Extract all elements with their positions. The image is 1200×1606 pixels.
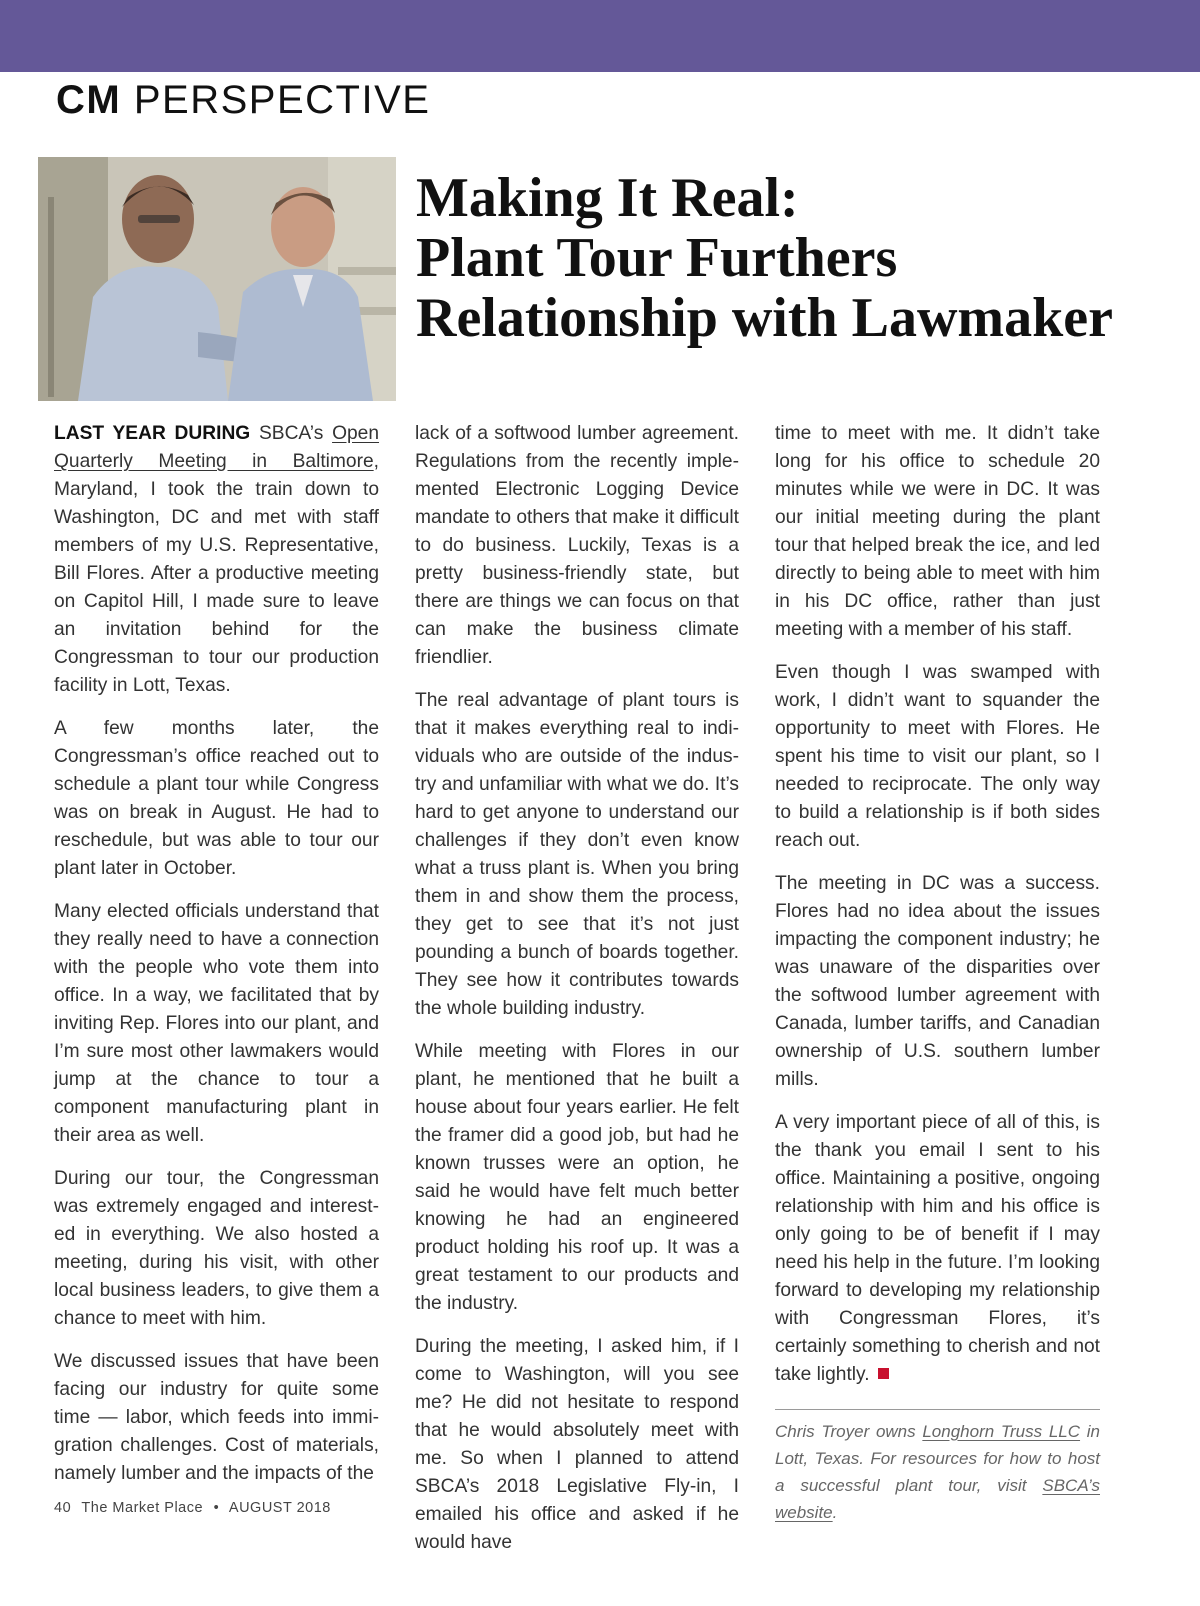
headline-line-3: Relationship with Lawmaker [416, 287, 1113, 349]
article-photo [38, 157, 396, 401]
paragraph [775, 1109, 1100, 1389]
page-footer [54, 1500, 337, 1516]
paragraph: During our tour, the Congressman was extremely engaged and interested in everything. We also hosted a meeting, during his visit, with other local business leaders, to give them a chance to meet with him. [54, 1168, 379, 1329]
photo-two-men-illustration [38, 157, 396, 401]
paragraph: Even though I was swamped with work, I didn’t want to squander the opportunity to meet with Flores. He spent his time to visit our plant, so I needed to reciprocate. The only way to build a relationship is if both sides reach out. [775, 662, 1100, 851]
paragraph: time to meet with me. It didn’t take long for his office to schedule 20 minutes while we were in DC. It was our initial meeting during the plant tour that helped break the ice, and led directly to being able to meet with him in his DC office, rather than just meeting with a member of his staff. [775, 423, 1100, 640]
publication-name: The Market Place [81, 1500, 204, 1516]
article-column-2 [415, 420, 739, 1572]
footer-separator: • [213, 1500, 220, 1516]
paragraph: A few months later, the Congressman’s office reached out to schedule a plant tour while Congress was on break in August. He had to reschedule, but was able to tour our plant later in October. [54, 718, 379, 879]
longhorn-truss-link[interactable]: Longhorn Truss LLC [922, 1422, 1081, 1441]
paragraph [54, 420, 379, 700]
byline-text: in Lott, Texas. For resources for how to host a successful plant tour, visit [775, 1422, 1100, 1495]
page-number: 40 [54, 1500, 72, 1516]
paragraph-text: SBCA’s [250, 423, 333, 444]
paragraph: The meeting in DC was a success. Flores had no idea about the issues impacting the component industry; he was unaware of the disparities over the softwood lumber agreement with Canada, lumber tariffs, and Canadian ownership of U.S. southern lumber mills. [775, 873, 1100, 1090]
paragraph-text: A very important piece of all of this, is the thank you email I sent to his office. Maintaining a positive, ongoing relationship with him and his office is only going to be of benefit if I may need his help in the future. I’m looking forward to developing my relationship with Congressman Flores, it’s certainly something to cherish and not take lightly. [775, 1112, 1100, 1385]
byline-text: Chris Troyer owns [775, 1422, 923, 1441]
open-quarterly-meeting-link[interactable]: Open Quarterly Meeting in Baltimore [54, 423, 380, 472]
article-column-3 [775, 420, 1100, 1526]
paragraph: During the meeting, I asked him, if I come to Washington, will you see me? He did not hesitate to respond that he would absolutely meet with me. So when I planned to attend SBCA’s 2018 Legislative Fly-in, I emailed his office and asked if he would have [415, 1336, 739, 1553]
article-column-1 [54, 420, 379, 1503]
author-byline [775, 1409, 1100, 1526]
headline-line-1: Making It Real: [416, 167, 799, 229]
paragraph: While meeting with Flores in our plant, he mentioned that he built a house about four years earlier. He felt the framer did a good job, but had he known trusses were an option, he said he would have felt much better knowing he had an engineered product holding his roof up. It was a great testament to our products and the industry. [415, 1041, 739, 1314]
section-header-strong: CM [56, 78, 122, 122]
lead-in: LAST YEAR DURING [54, 423, 251, 444]
byline-text: . [832, 1503, 838, 1522]
paragraph: lack of a softwood lumber agreement. Regulations from the recently implemented Electronic Logging Device mandate to others that make it difficult to do business. Luckily, Texas is a pretty business-friendly state, but there are things we can focus on that can make the business climate friendlier. [415, 423, 739, 668]
section-header [56, 78, 430, 123]
paragraph: We discussed issues that have been facing our industry for quite some time — labor, which feeds into immigration challenges. Cost of materials, namely lumber and the impacts of the [54, 1351, 379, 1484]
sbca-website-link[interactable]: SBCA’s website [775, 1476, 1100, 1522]
headline-line-2: Plant Tour Furthers [416, 227, 898, 289]
paragraph: The real advantage of plant tours is that it makes everything real to individuals who are outside of the industry and unfamiliar with what we do. It’s hard to get anyone to understand our challenges if they don’t even know what a truss plant is. When you bring them in and show them the process, they get to see that it’s not just pounding a bunch of boards together. They see how it contributes towards the whole building industry. [415, 690, 739, 1019]
article-headline [416, 168, 1156, 348]
top-color-bar [0, 0, 1200, 72]
issue-date: AUGUST 2018 [228, 1500, 331, 1516]
end-of-article-icon [878, 1368, 889, 1379]
paragraph-text: , Maryland, I took the train down to Washington, DC and met with staff members of my U.S. Representative, Bill Flores. After a productive meeting on Capitol Hill, I made sure to leave an invitation behind for the Congressman to tour our production facility in Lott, Texas. [54, 451, 379, 696]
section-header-rest: PERSPECTIVE [133, 78, 431, 122]
paragraph: Many elected officials understand that they really need to have a connection with the people who vote them into office. In a way, we facilitated that by inviting Rep. Flores into our plant, and I’m sure most other lawmakers would jump at the chance to tour a component manufacturing plant in their area as well. [54, 901, 379, 1146]
